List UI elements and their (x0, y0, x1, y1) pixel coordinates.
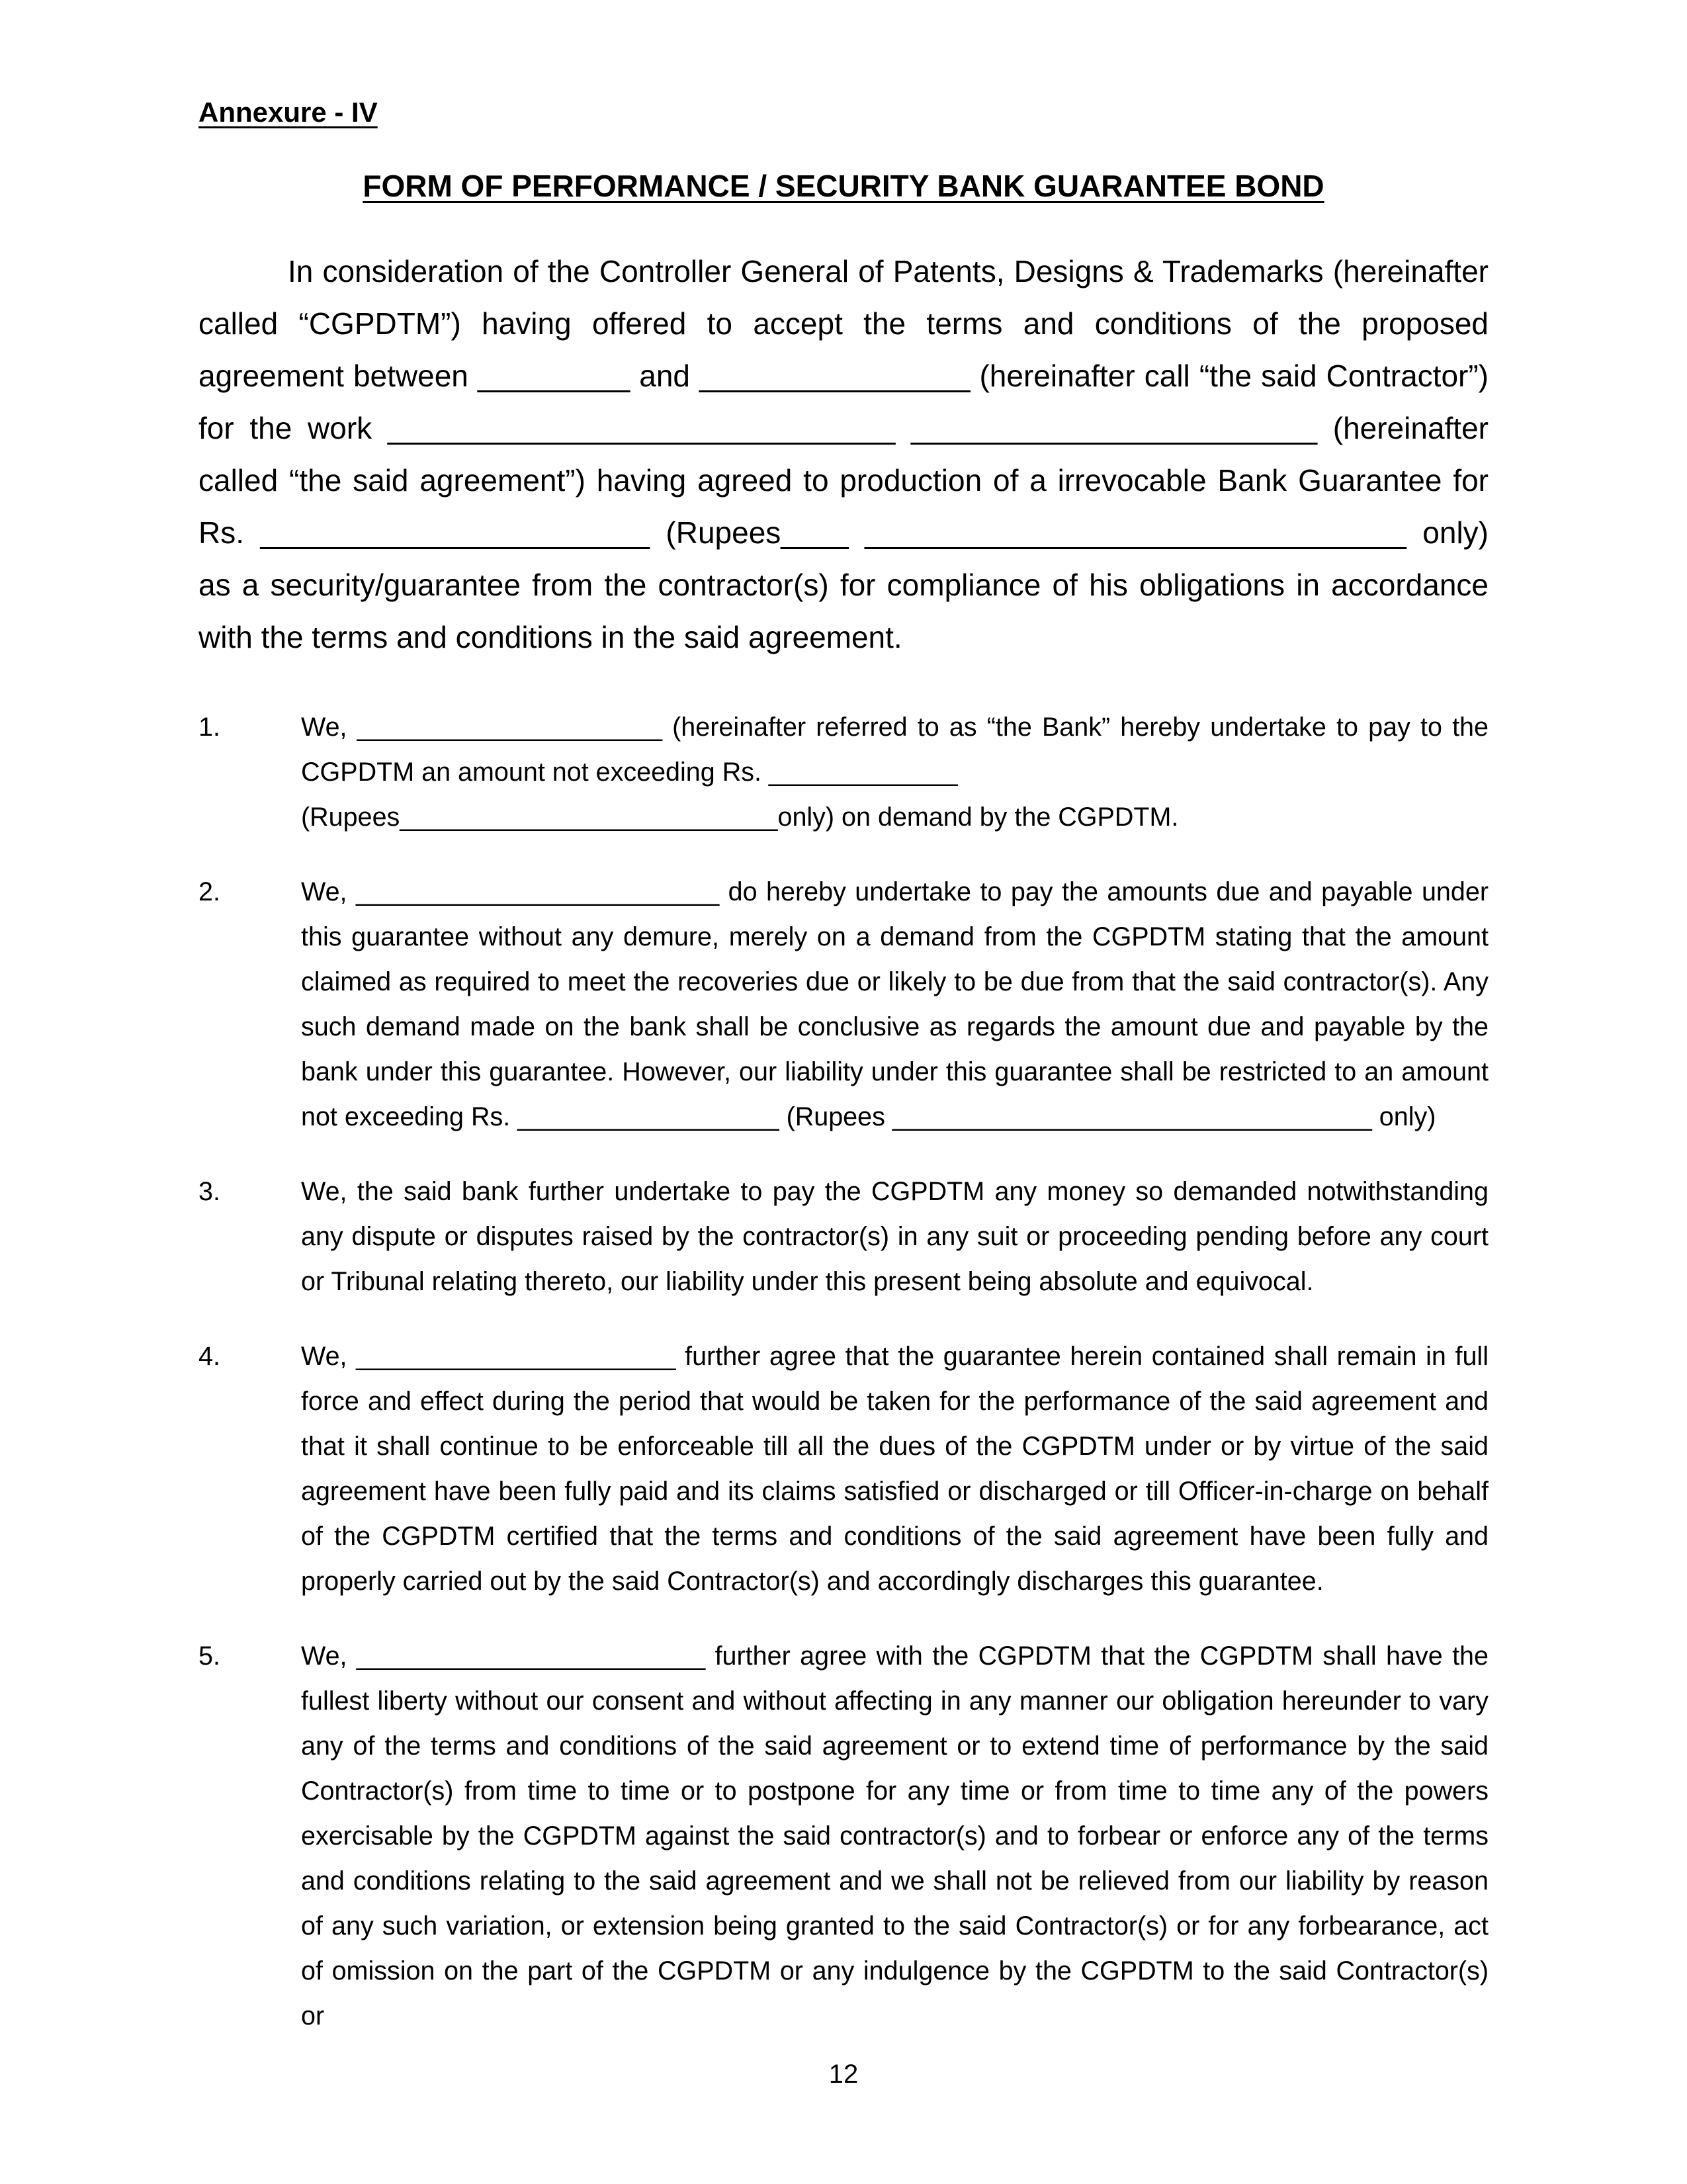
clause-number: 2. (198, 877, 220, 906)
clause-item-2 (198, 869, 1489, 1139)
clause-item-3 (198, 1169, 1489, 1304)
document-title (198, 166, 1489, 206)
clause-text: We, _________________________ do hereby undertake to pay the amounts due and payable under this guarantee without any demure, merely on a demand from the CGPDTM stating that the amount claimed as required to meet the recoveries due or likely to be due from that the said contractor(s). Any such demand made on the bank shall be conclusive as regards the amount due and payable by the bank under this guarantee. However, our liability under this guarantee shall be restricted to an amount not exceeding Rs. __________________ (Rupees _________________________________ only) (301, 877, 1489, 1131)
clause-item-1 (198, 705, 1489, 840)
clause-number: 1. (198, 713, 220, 742)
clause-body (301, 869, 1489, 1139)
page-number: 12 (828, 2060, 859, 2089)
annexure-label-text: Annexure - IV (198, 97, 378, 128)
clause-number: 5. (198, 1641, 220, 1671)
clause-body (301, 705, 1489, 840)
clause-text: We, the said bank further undertake to pay the CGPDTM any money so demanded notwithstanding any dispute or disputes raised by the contractor(s) in any suit or proceeding pending before any court or Tribunal relating thereto, our liability under this present being absolute and equivocal. (301, 1177, 1489, 1296)
clause-body (301, 1634, 1489, 2038)
annexure-label (198, 93, 1489, 132)
clause-item-5 (198, 1634, 1489, 2038)
intro-paragraph: In consideration of the Controller General of Patents, Designs & Trademarks (hereinafter called “CGPDTM”) having offered to accept the terms and conditions of the proposed agreement between _________ and ________________ (hereinafter call “the said Contractor”) for the work ______________________________ ________________________ (hereinafter called “the said agreement”) having agreed to production of a irrevocable Bank Guarantee for Rs. _______________________ (Rupees____ ________________________________ only) as a security/guarantee from the contractor(s) for compliance of his obligations in accordance with the terms and conditions in the said agreement. (198, 254, 1489, 654)
clause-text: We, ________________________ further agree with the CGPDTM that the CGPDTM shall have the fullest liberty without our consent and without affecting in any manner our obligation hereunder to vary any of the terms and conditions of the said agreement or to extend time of performance by the said Contractor(s) from time to time or to postpone for any time or from time to time any of the powers exercisable by the CGPDTM against the said contractor(s) and to forbear or enforce any of the terms and conditions relating to the said agreement and we shall not be relieved from our liability by reason of any such variation, or extension being granted to the said Contractor(s) or for any forbearance, act of omission on the part of the CGPDTM or any indulgence by the CGPDTM to the said Contractor(s) or (301, 1641, 1489, 2031)
document-title-text: FORM OF PERFORMANCE / SECURITY BANK GUARANTEE BOND (363, 169, 1324, 203)
clause-number: 3. (198, 1177, 220, 1206)
clause-text-continued: (Rupees__________________________only) on demand by the CGPDTM. (301, 803, 1179, 832)
clause-body (301, 1334, 1489, 1604)
clause-item-4 (198, 1334, 1489, 1604)
clause-body (301, 1169, 1489, 1304)
clause-list (198, 705, 1489, 2038)
clause-number: 4. (198, 1342, 220, 1371)
clause-text: We, ______________________ further agree that the guarantee herein contained shall remain in full force and effect during the period that would be taken for the performance of the said agreement and that it shall continue to be enforceable till all the dues of the CGPDTM under or by virtue of the said agreement have been fully paid and its claims satisfied or discharged or till Officer-in-charge on behalf of the CGPDTM certified that the terms and conditions of the said agreement have been fully and properly carried out by the said Contractor(s) and accordingly discharges this guarantee. (301, 1342, 1489, 1596)
clause-text: We, _____________________ (hereinafter referred to as “the Bank” hereby undertake to pay to the CGPDTM an amount not exceeding Rs. _____________ (301, 713, 1489, 787)
